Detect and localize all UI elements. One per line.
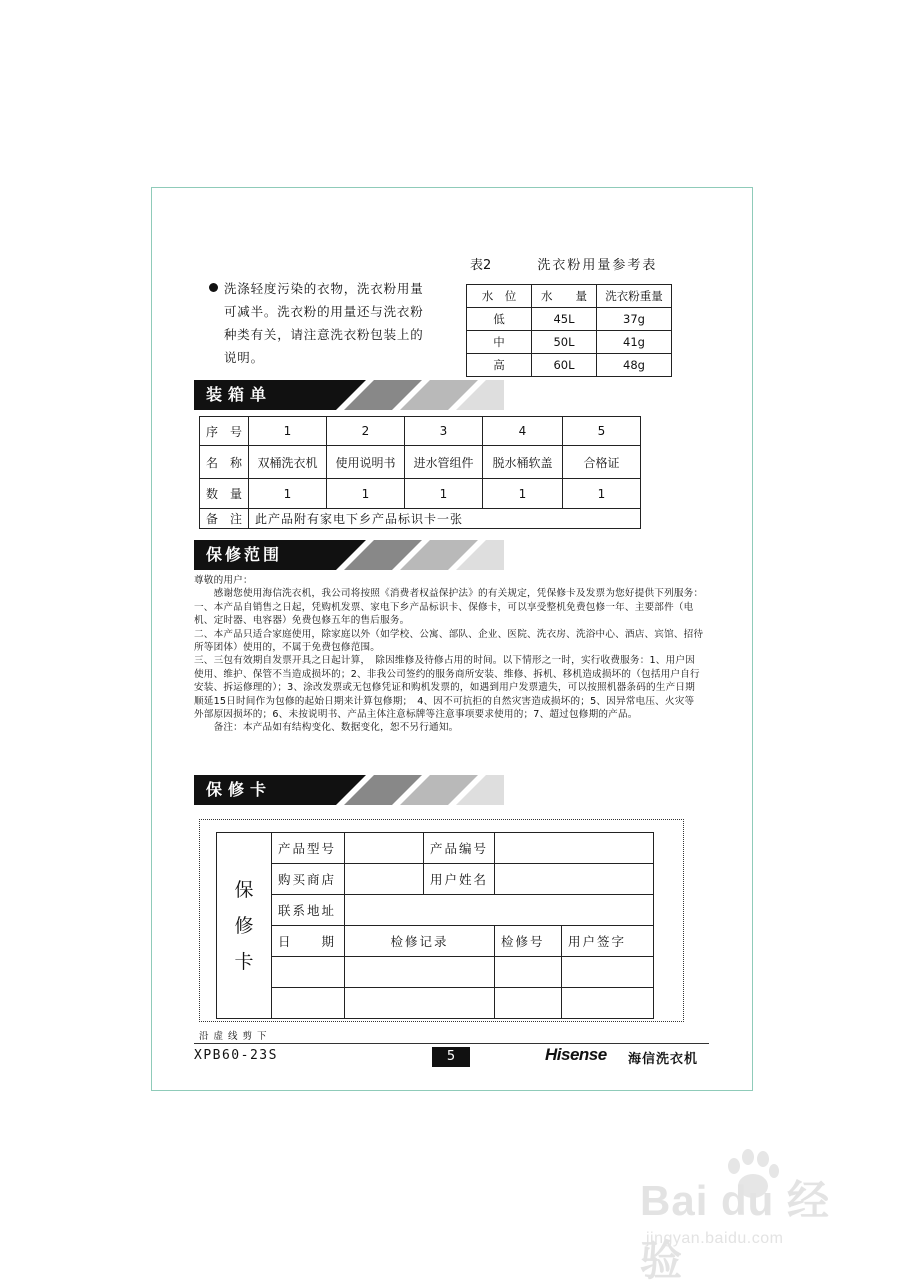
- record-cell[interactable]: [562, 957, 654, 988]
- table-cell: 37g: [597, 308, 672, 331]
- table-cell: 低: [467, 308, 532, 331]
- record-cell[interactable]: [495, 957, 562, 988]
- field-label: 联系地址: [272, 895, 345, 926]
- product-model-field[interactable]: [345, 833, 424, 864]
- table-cell: 4: [483, 417, 563, 446]
- warranty-card-table: [216, 832, 654, 1019]
- warranty-paragraph: 尊敬的用户：: [194, 575, 253, 586]
- card-side-char: 卡: [234, 950, 254, 973]
- table-cell: 1: [249, 479, 327, 509]
- row-label: 数 量: [200, 479, 249, 509]
- field-label: 产品编号: [424, 833, 495, 864]
- table2-title: 洗衣粉用量参考表: [537, 258, 658, 273]
- bullet-note: [209, 277, 444, 369]
- warranty-paragraph: 二、本产品只适合家庭使用，除家庭以外（如学校、公寓、部队、企业、医院、洗衣房、洗浴中心、酒店、宾馆、招待所等团体）使用的，不属于免费包修范围。: [194, 628, 704, 654]
- watermark-main: Bai du 经验: [640, 1177, 831, 1284]
- user-name-field[interactable]: [495, 864, 654, 895]
- table-cell: 50L: [532, 331, 597, 354]
- column-header: 检修记录: [345, 926, 495, 957]
- bullet-line: 洗涤轻度污染的衣物，洗衣粉用量: [224, 281, 424, 296]
- table-cell: 48g: [597, 354, 672, 377]
- table-cell: 进水管组件: [405, 446, 483, 479]
- table2-label: 表2: [470, 258, 492, 273]
- table-cell: 合格证: [563, 446, 641, 479]
- table-cell: 3: [405, 417, 483, 446]
- table-cell: 中: [467, 331, 532, 354]
- watermark-sub: jingyan.baidu.com: [646, 1230, 784, 1247]
- table-cell: 60L: [532, 354, 597, 377]
- product-number-field[interactable]: [495, 833, 654, 864]
- card-side-char: 修: [234, 914, 254, 937]
- table-cell: 脱水桶软盖: [483, 446, 563, 479]
- brand-name-cn: 海信洗衣机: [628, 1052, 699, 1067]
- table-header: 洗衣粉重量: [597, 285, 672, 308]
- record-cell[interactable]: [562, 988, 654, 1019]
- table-cell: 45L: [532, 308, 597, 331]
- store-field[interactable]: [345, 864, 424, 895]
- warranty-paragraph: 一、本产品自销售之日起，凭购机发票、家电下乡产品标识卡、保修卡，可以享受整机免费包修一年、主要部件（电机、定时器、电容器）免费包修五年的售后服务。: [194, 601, 694, 627]
- table-cell: 1: [405, 479, 483, 509]
- footer-rule: [194, 1043, 709, 1044]
- section-header-warranty-card: [194, 775, 504, 805]
- brand-logo: Hisense: [545, 1045, 607, 1064]
- table-cell: 1: [327, 479, 405, 509]
- table-cell: 1: [249, 417, 327, 446]
- section-title: 保修卡: [194, 775, 334, 805]
- table-cell: 使用说明书: [327, 446, 405, 479]
- card-side-title: [217, 833, 272, 1019]
- packing-note: 此产品附有家电下乡产品标识卡一张: [249, 509, 641, 529]
- bullet-line: 说明。: [224, 350, 264, 365]
- bullet-line: 可减半。洗衣粉的用量还与洗衣粉: [224, 304, 424, 319]
- table-cell: 双桶洗衣机: [249, 446, 327, 479]
- page-number: 5: [432, 1047, 470, 1067]
- warranty-paragraph: 备注：本产品如有结构变化、数据变化，恕不另行通知。: [194, 722, 459, 734]
- row-label: 备 注: [200, 509, 249, 529]
- row-label: 序 号: [200, 417, 249, 446]
- table-cell: 5: [563, 417, 641, 446]
- address-field[interactable]: [345, 895, 654, 926]
- table-header: 水 位: [467, 285, 532, 308]
- row-label: 名 称: [200, 446, 249, 479]
- field-label: 购买商店: [272, 864, 345, 895]
- column-header: 检修号: [495, 926, 562, 957]
- packing-table: [199, 416, 641, 529]
- watermark: [640, 1148, 870, 1284]
- table-header: 水 量: [532, 285, 597, 308]
- field-label: 产品型号: [272, 833, 345, 864]
- model-number: XPB60-23S: [194, 1048, 278, 1063]
- section-title: 装箱单: [194, 380, 334, 410]
- card-side-char: 保: [234, 878, 254, 901]
- record-cell[interactable]: [272, 957, 345, 988]
- record-cell[interactable]: [345, 988, 495, 1019]
- bullet-dot-icon: [209, 283, 218, 292]
- table-cell: 2: [327, 417, 405, 446]
- section-header-packing: [194, 380, 504, 410]
- field-label: 用户姓名: [424, 864, 495, 895]
- warranty-paragraph: 感谢您使用海信洗衣机，我公司将按照《消费者权益保护法》的有关规定，凭保修卡及发票为您好提供下列服务：: [194, 588, 704, 600]
- detergent-table: [466, 284, 672, 377]
- table-cell: 1: [563, 479, 641, 509]
- section-header-warranty-scope: [194, 540, 504, 570]
- cut-line-label: 沿虚线剪下: [199, 1031, 272, 1042]
- record-cell[interactable]: [272, 988, 345, 1019]
- record-cell[interactable]: [345, 957, 495, 988]
- table-cell: 41g: [597, 331, 672, 354]
- column-header: 用户签字: [562, 926, 654, 957]
- record-cell[interactable]: [495, 988, 562, 1019]
- table-cell: 高: [467, 354, 532, 377]
- column-header: 日 期: [272, 926, 345, 957]
- table-cell: 1: [483, 479, 563, 509]
- table2-caption: [470, 254, 680, 273]
- warranty-terms: [194, 574, 704, 735]
- warranty-paragraph: 三、三包有效期自发票开具之日起计算， 除因维修及待修占用的时间。以下情形之一时，实行收费服务：1、用户因使用、维护、保管不当造成损坏的；2、非我公司签约的服务商所安装、维修、拆机、移机造成损坏的（包括用户自行安装、拆运修理的）；3、涂改发票或无包修凭证和购机发票的，如遇到用户发票遗失，可以按照机器条码的生产日期顺延15日时间作为包修的起始日期来计算包修期； 4、因不可抗拒的自然灾害造成损坏的；5、因异常电压、火灾等外部原因损坏的；6、未按说明书、产品主体注意标牌等注意事项要求使用的；7、超过包修期的产品。: [194, 655, 700, 721]
- section-title: 保修范围: [194, 540, 334, 570]
- bullet-line: 种类有关，请注意洗衣粉包装上的: [224, 327, 424, 342]
